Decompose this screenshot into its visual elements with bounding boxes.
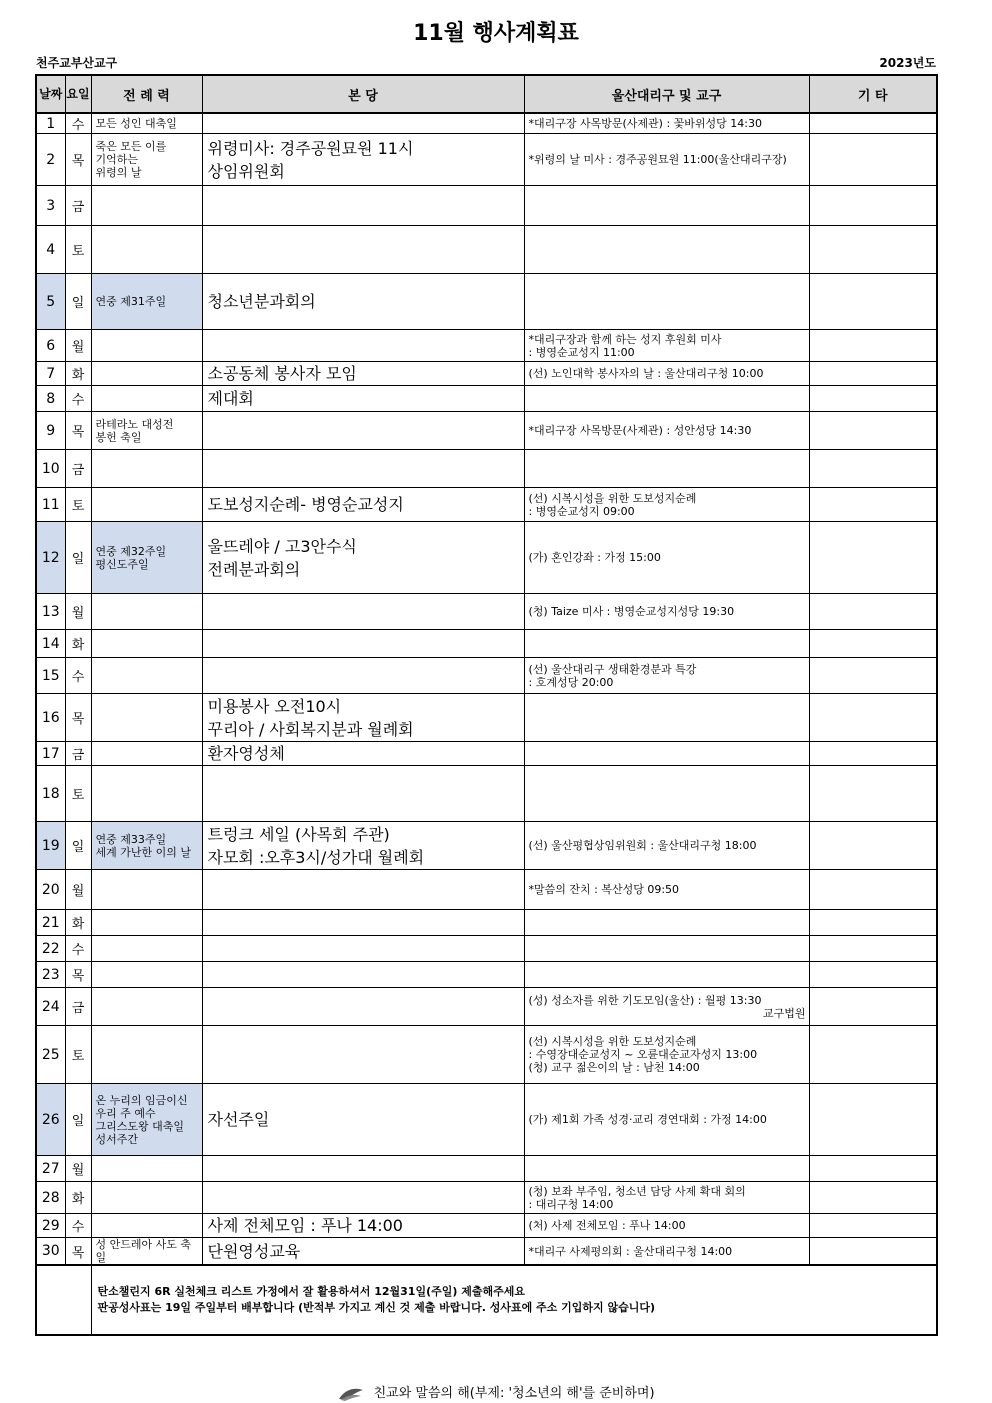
parish-event-cell: 자선주일: [202, 1084, 524, 1156]
ulsan-event-cell: [524, 274, 809, 330]
table-row: [36, 226, 937, 274]
weekday-cell: 월: [65, 594, 91, 630]
etc-cell: [809, 226, 937, 274]
parish-event-cell: 사제 전체모임 : 푸나 14:00: [202, 1214, 524, 1238]
etc-cell: [809, 1238, 937, 1266]
etc-cell: [809, 1182, 937, 1214]
table-row: [36, 274, 937, 330]
weekday-cell: 월: [65, 1156, 91, 1182]
parish-event-cell: [202, 870, 524, 910]
table-row: [36, 450, 937, 488]
etc-cell: [809, 362, 937, 386]
ulsan-event-cell: (청) Taize 미사 : 병영순교성지성당 19:30: [524, 594, 809, 630]
etc-cell: [809, 412, 937, 450]
weekday-cell: 월: [65, 330, 91, 362]
weekday-cell: 토: [65, 766, 91, 822]
notice-spacer: [36, 1265, 91, 1335]
ulsan-event-cell: [524, 988, 809, 1026]
etc-cell: [809, 936, 937, 962]
day-cell: 30: [36, 1238, 65, 1266]
liturgy-cell: [91, 488, 202, 522]
liturgy-cell: [91, 910, 202, 936]
table-row: [36, 1182, 937, 1214]
parish-event-cell: 트렁크 세일 (사목회 주관) 자모회 :오후3시/성가대 월례회: [202, 822, 524, 870]
weekday-cell: 목: [65, 962, 91, 988]
page-title: 11월 행사계획표: [413, 21, 579, 46]
liturgy-cell: [91, 658, 202, 694]
table-row: [36, 694, 937, 742]
liturgy-cell: [91, 766, 202, 822]
ulsan-event-cell: *대리구 사제평의회 : 울산대리구청 14:00: [524, 1238, 809, 1266]
ulsan-event-cell: [524, 742, 809, 766]
table-row: [36, 742, 937, 766]
liturgy-cell: [91, 1214, 202, 1238]
table-row: [36, 1238, 937, 1266]
weekday-cell: 토: [65, 488, 91, 522]
liturgy-cell: 성 안드레아 사도 축일: [91, 1238, 202, 1266]
weekday-cell: 수: [65, 658, 91, 694]
ulsan-event-cell: (가) 제1회 가족 성경·교리 경연대회 : 가정 14:00: [524, 1084, 809, 1156]
ulsan-event-line: (성) 성소자를 위한 기도모임(울산) : 월평 13:30: [528, 993, 762, 1007]
table-row: [36, 330, 937, 362]
weekday-cell: 수: [65, 113, 91, 134]
year-label: 2023년도: [879, 56, 936, 70]
ulsan-event-cell: [524, 386, 809, 412]
table-row: [36, 1084, 937, 1156]
weekday-cell: 목: [65, 1238, 91, 1266]
day-cell: 25: [36, 1026, 65, 1084]
etc-cell: [809, 450, 937, 488]
liturgy-cell: 연중 제32주일 평신도주일: [91, 522, 202, 594]
weekday-cell: 일: [65, 522, 91, 594]
liturgy-cell: [91, 988, 202, 1026]
parish-event-cell: [202, 630, 524, 658]
table-row: [36, 386, 937, 412]
table-row: [36, 186, 937, 226]
weekday-cell: 일: [65, 274, 91, 330]
col-header-weekday: 요일: [65, 75, 91, 113]
etc-cell: [809, 1156, 937, 1182]
etc-cell: [809, 630, 937, 658]
day-cell: 3: [36, 186, 65, 226]
day-cell: 21: [36, 910, 65, 936]
etc-cell: [809, 658, 937, 694]
parish-event-cell: [202, 412, 524, 450]
day-cell: 9: [36, 412, 65, 450]
ulsan-event-cell: (가) 혼인강좌 : 가정 15:00: [524, 522, 809, 594]
weekday-cell: 수: [65, 386, 91, 412]
parish-event-cell: [202, 113, 524, 134]
day-cell: 14: [36, 630, 65, 658]
day-cell: 5: [36, 274, 65, 330]
col-header-ulsan: 울산대리구 및 교구: [524, 75, 809, 113]
table-row: [36, 870, 937, 910]
weekday-cell: 목: [65, 694, 91, 742]
table-row: [36, 488, 937, 522]
etc-cell: [809, 522, 937, 594]
ulsan-event-cell: [524, 1156, 809, 1182]
table-row: [36, 412, 937, 450]
day-cell: 18: [36, 766, 65, 822]
ulsan-event-cell: [524, 186, 809, 226]
liturgy-cell: 죽은 모든 이를 기억하는 위령의 날: [91, 134, 202, 186]
parish-event-cell: 도보성지순례- 병영순교성지: [202, 488, 524, 522]
table-row: [36, 113, 937, 134]
table-row: [36, 658, 937, 694]
liturgy-cell: 라테라노 대성전 봉헌 축일: [91, 412, 202, 450]
liturgy-cell: [91, 694, 202, 742]
table-row: [36, 822, 937, 870]
weekday-cell: 수: [65, 936, 91, 962]
parish-event-cell: 소공동체 봉사자 모임: [202, 362, 524, 386]
weekday-cell: 일: [65, 822, 91, 870]
table-row: [36, 1026, 937, 1084]
day-cell: 17: [36, 742, 65, 766]
table-row: [36, 936, 937, 962]
table-row: [36, 630, 937, 658]
day-cell: 10: [36, 450, 65, 488]
etc-cell: [809, 186, 937, 226]
table-row: [36, 766, 937, 822]
footer: [0, 1382, 992, 1401]
ulsan-event-cell: (선) 시복시성을 위한 도보성지순례 : 수영장대순교성지 ~ 오륜대순교자성지 13:00 (청) 교구 젊은이의 날 : 남천 14:00: [524, 1026, 809, 1084]
liturgy-cell: [91, 594, 202, 630]
etc-cell: [809, 594, 937, 630]
day-cell: 27: [36, 1156, 65, 1182]
weekday-cell: 금: [65, 450, 91, 488]
notice-row: [36, 1265, 937, 1335]
day-cell: 12: [36, 522, 65, 594]
etc-cell: [809, 1214, 937, 1238]
col-header-liturgy: 전 례 력: [91, 75, 202, 113]
etc-cell: [809, 988, 937, 1026]
etc-cell: [809, 386, 937, 412]
schedule-table: [35, 74, 938, 1336]
parish-event-cell: [202, 1156, 524, 1182]
day-cell: 15: [36, 658, 65, 694]
etc-cell: [809, 1084, 937, 1156]
footer-text: 친교와 말씀의 해(부제: '청소년의 해'를 준비하며): [373, 1386, 655, 1401]
weekday-cell: 화: [65, 910, 91, 936]
ulsan-event-cell: (선) 울산평협상임위원회 : 울산대리구청 18:00: [524, 822, 809, 870]
liturgy-cell: [91, 450, 202, 488]
etc-cell: [809, 742, 937, 766]
ulsan-event-cell: (선) 울산대리구 생태환경분과 특강 : 호계성당 20:00: [524, 658, 809, 694]
table-row: [36, 1214, 937, 1238]
etc-cell: [809, 822, 937, 870]
parish-event-cell: 위령미사: 경주공원묘원 11시 상임위원회: [202, 134, 524, 186]
ulsan-event-cell: *말씀의 잔치 : 복산성당 09:50: [524, 870, 809, 910]
col-header-parish: 본 당: [202, 75, 524, 113]
liturgy-cell: [91, 186, 202, 226]
day-cell: 28: [36, 1182, 65, 1214]
liturgy-cell: 연중 제31주일: [91, 274, 202, 330]
table-row: [36, 594, 937, 630]
weekday-cell: 월: [65, 870, 91, 910]
ulsan-event-cell: *대리구장과 함께 하는 성지 후원회 미사 : 병영순교성지 11:00: [524, 330, 809, 362]
weekday-cell: 목: [65, 412, 91, 450]
ulsan-event-cell: *대리구장 사목방문(사제관) : 꽃바위성당 14:30: [524, 113, 809, 134]
parish-event-cell: [202, 1026, 524, 1084]
parish-event-cell: 제대회: [202, 386, 524, 412]
liturgy-cell: [91, 630, 202, 658]
parish-event-cell: 단원영성교육: [202, 1238, 524, 1266]
table-row: [36, 362, 937, 386]
ulsan-event-cell: [524, 450, 809, 488]
etc-cell: [809, 113, 937, 134]
ulsan-event-line: 교구법원: [762, 1006, 806, 1020]
parish-event-cell: [202, 766, 524, 822]
liturgy-cell: [91, 226, 202, 274]
ulsan-event-cell: [524, 630, 809, 658]
etc-cell: [809, 870, 937, 910]
day-cell: 8: [36, 386, 65, 412]
parish-event-cell: [202, 936, 524, 962]
table-row: [36, 988, 937, 1026]
parish-event-cell: [202, 330, 524, 362]
etc-cell: [809, 330, 937, 362]
table-row: [36, 134, 937, 186]
parish-event-cell: [202, 186, 524, 226]
day-cell: 1: [36, 113, 65, 134]
weekday-cell: 토: [65, 226, 91, 274]
etc-cell: [809, 1026, 937, 1084]
parish-event-cell: [202, 450, 524, 488]
col-header-day: 날짜: [36, 75, 65, 113]
ulsan-event-cell: [524, 766, 809, 822]
weekday-cell: 수: [65, 1214, 91, 1238]
parish-event-cell: [202, 658, 524, 694]
day-cell: 7: [36, 362, 65, 386]
day-cell: 13: [36, 594, 65, 630]
parish-event-cell: [202, 962, 524, 988]
etc-cell: [809, 488, 937, 522]
liturgy-cell: [91, 870, 202, 910]
weekday-cell: 금: [65, 988, 91, 1026]
liturgy-cell: 모든 성인 대축일: [91, 113, 202, 134]
ulsan-event-cell: [524, 910, 809, 936]
parish-event-cell: [202, 226, 524, 274]
ulsan-event-cell: (선) 노인대학 봉사자의 날 : 울산대리구청 10:00: [524, 362, 809, 386]
weekday-cell: 화: [65, 362, 91, 386]
etc-cell: [809, 962, 937, 988]
ulsan-event-cell: (청) 보좌 부주임, 청소년 담당 사제 확대 회의 : 대리구청 14:00: [524, 1182, 809, 1214]
weekday-cell: 금: [65, 186, 91, 226]
liturgy-cell: 연중 제33주일 세계 가난한 이의 날: [91, 822, 202, 870]
liturgy-cell: [91, 1156, 202, 1182]
table-row: [36, 910, 937, 936]
parish-event-cell: 울뜨레야 / 고3안수식 전례분과회의: [202, 522, 524, 594]
ulsan-event-cell: (선) 시복시성을 위한 도보성지순례 : 병영순교성지 09:00: [524, 488, 809, 522]
day-cell: 29: [36, 1214, 65, 1238]
table-row: [36, 1156, 937, 1182]
ulsan-event-cell: [524, 962, 809, 988]
table-row: [36, 522, 937, 594]
parish-event-cell: [202, 910, 524, 936]
liturgy-cell: [91, 962, 202, 988]
weekday-cell: 목: [65, 134, 91, 186]
weekday-cell: 금: [65, 742, 91, 766]
parish-event-cell: [202, 1182, 524, 1214]
ulsan-event-cell: *위령의 날 미사 : 경주공원묘원 11:00(울산대리구장): [524, 134, 809, 186]
day-cell: 2: [36, 134, 65, 186]
table-header-row: [36, 75, 937, 113]
day-cell: 19: [36, 822, 65, 870]
day-cell: 22: [36, 936, 65, 962]
etc-cell: [809, 694, 937, 742]
day-cell: 11: [36, 488, 65, 522]
col-header-etc: 기 타: [809, 75, 937, 113]
ulsan-event-cell: [524, 936, 809, 962]
weekday-cell: 화: [65, 1182, 91, 1214]
etc-cell: [809, 766, 937, 822]
ulsan-event-cell: (처) 사제 전체모임 : 푸나 14:00: [524, 1214, 809, 1238]
leaf-logo-icon: [337, 1387, 365, 1401]
day-cell: 4: [36, 226, 65, 274]
table-row: [36, 962, 937, 988]
day-cell: 23: [36, 962, 65, 988]
notice-text: 탄소챌린지 6R 실천체크 리스트 가정에서 잘 활용하셔서 12월31일(주일) 제출해주세요 판공성사표는 19일 주일부터 배부합니다 (반적부 가지고 계신 것 제출 바랍니다. 성사표에 주소 기입하지 않습니다): [91, 1265, 937, 1335]
liturgy-cell: [91, 386, 202, 412]
liturgy-cell: [91, 362, 202, 386]
ulsan-event-cell: [524, 226, 809, 274]
liturgy-cell: [91, 330, 202, 362]
etc-cell: [809, 910, 937, 936]
liturgy-cell: [91, 936, 202, 962]
ulsan-event-cell: [524, 694, 809, 742]
day-cell: 24: [36, 988, 65, 1026]
weekday-cell: 일: [65, 1084, 91, 1156]
day-cell: 6: [36, 330, 65, 362]
parish-event-cell: 환자영성체: [202, 742, 524, 766]
weekday-cell: 토: [65, 1026, 91, 1084]
parish-event-cell: 청소년분과회의: [202, 274, 524, 330]
liturgy-cell: [91, 1026, 202, 1084]
etc-cell: [809, 134, 937, 186]
organization-label: 천주교부산교구: [36, 56, 118, 70]
day-cell: 20: [36, 870, 65, 910]
liturgy-cell: [91, 1182, 202, 1214]
liturgy-cell: [91, 742, 202, 766]
etc-cell: [809, 274, 937, 330]
ulsan-event-cell: *대리구장 사목방문(사제관) : 성안성당 14:30: [524, 412, 809, 450]
liturgy-cell: 온 누리의 임금이신 우리 주 예수 그리스도왕 대축일 성서주간: [91, 1084, 202, 1156]
day-cell: 16: [36, 694, 65, 742]
weekday-cell: 화: [65, 630, 91, 658]
day-cell: 26: [36, 1084, 65, 1156]
parish-event-cell: [202, 988, 524, 1026]
parish-event-cell: [202, 594, 524, 630]
parish-event-cell: 미용봉사 오전10시 꾸리아 / 사회복지분과 월례회: [202, 694, 524, 742]
